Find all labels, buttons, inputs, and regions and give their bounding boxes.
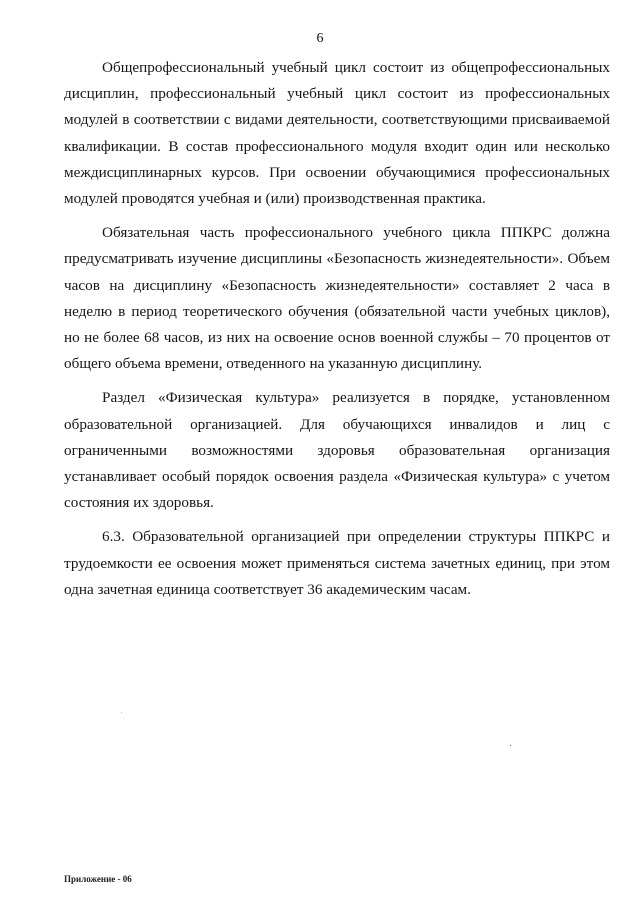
paragraph-life-safety: Обязательная часть профессионального учебного цикла ППКРС должна предусматривать изучение дисциплины «Безопасность жизнедеятельности». Объем часов на дисциплину «Безопасность жизнедеятельности» составляет 2 часа в неделю в период теоретического обучения (обязательной части учебных циклов), но не более 68 часов, из них на освоение основ военной службы – 70 процентов от общего объема времени, отведенного на указанную дисциплину. (64, 224, 610, 373)
paragraph-physical-culture: Раздел «Физическая культура» реализуется в порядке, установленном образовательной организацией. Для обучающихся инвалидов и лиц с ограниченными возможностями здоровья образовательная организация устанавливает особый порядок освоения раздела «Физическая культура» с учетом состояния их здоровья. (64, 389, 610, 512)
document-body (64, 55, 610, 611)
paragraph-credit-units: 6.3. Образовательной организацией при определении структуры ППКРС и трудоемкости ее освоения может применяться система зачетных единиц, при этом одна зачетная единица соответствует 36 академическим часам. (64, 528, 610, 598)
scan-speck (121, 712, 122, 713)
paragraph-general-professional-cycle: Общепрофессиональный учебный цикл состоит из общепрофессиональных дисциплин, профессиональный учебный цикл состоит из профессиональных модулей в соответствии с видами деятельности, соответствующими присваиваемой квалификации. В состав профессионального модуля входит один или несколько междисциплинарных курсов. При освоении обучающимися профессиональных модулей проводятся учебная и (или) производственная практика. (64, 59, 610, 208)
page-number: 6 (316, 31, 324, 46)
footer-note: Приложение - 06 (64, 874, 132, 884)
scan-speck (510, 745, 511, 746)
